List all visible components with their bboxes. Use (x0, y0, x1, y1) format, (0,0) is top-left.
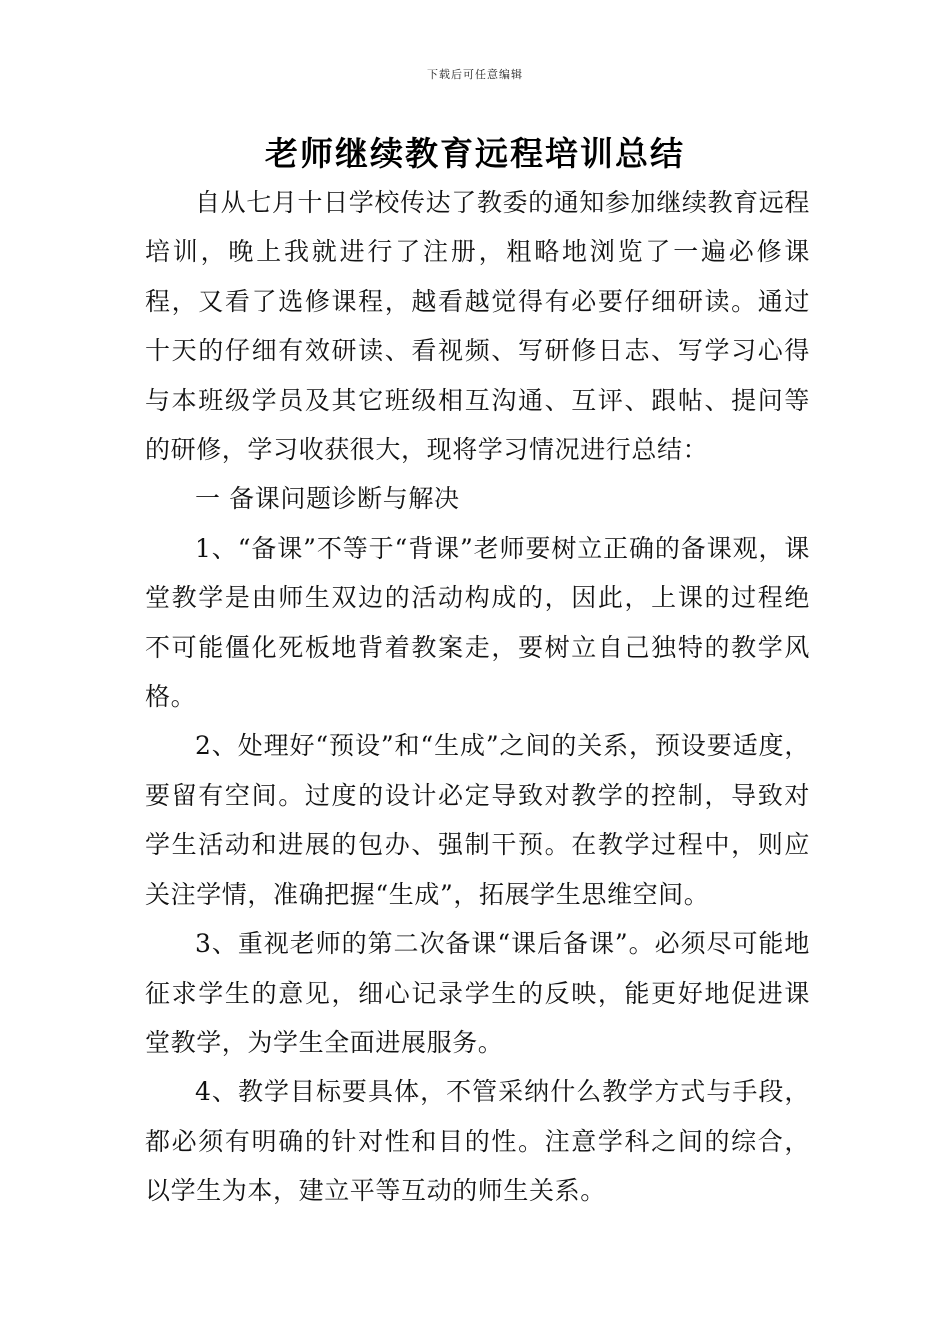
header-note: 下载后可任意编辑 (427, 68, 523, 81)
document-body (145, 178, 810, 1216)
paragraph-item-2: 2、处理好“预设”和“生成”之间的关系，预设要适度，要留有空间。过度的设计必定导致对教学的控制，导致对学生活动和进展的包办、强制干预。在教学过程中，则应关注学情，准确把握“生成”，拓展学生思维空间。 (145, 731, 810, 909)
paragraph-item-1: 1、“备课”不等于“背课”老师要树立正确的备课观，课堂教学是由师生双边的活动构成的，因此，上课的过程绝不可能僵化死板地背着教案走，要树立自己独特的教学风格。 (145, 533, 810, 712)
document-title: 老师继续教育远程培训总结 (265, 134, 685, 173)
section-heading-1: 一 备课问题诊断与解决 (195, 484, 460, 514)
paragraph-intro: 自从七月十日学校传达了教委的通知参加继续教育远程培训，晚上我就进行了注册，粗略地浏览了一遍必修课程，又看了选修课程，越看越觉得有必要仔细研读。通过十天的仔细有效研读、看视频、写研修日志、写学习心得与本班级学员及其它班级相互沟通、互评、跟帖、提问等的研修，学习收获很大，现将学习情况进行总结： (145, 188, 810, 465)
paragraph-item-3: 3、重视老师的第二次备课“课后备课”。必须尽可能地征求学生的意见，细心记录学生的反映，能更好地促进课堂教学，为学生全面进展服务。 (145, 929, 810, 1057)
paragraph-item-4: 4、教学目标要具体，不管采纳什么教学方式与手段，都必须有明确的针对性和目的性。注意学科之间的综合，以学生为本，建立平等互动的师生关系。 (145, 1077, 810, 1206)
